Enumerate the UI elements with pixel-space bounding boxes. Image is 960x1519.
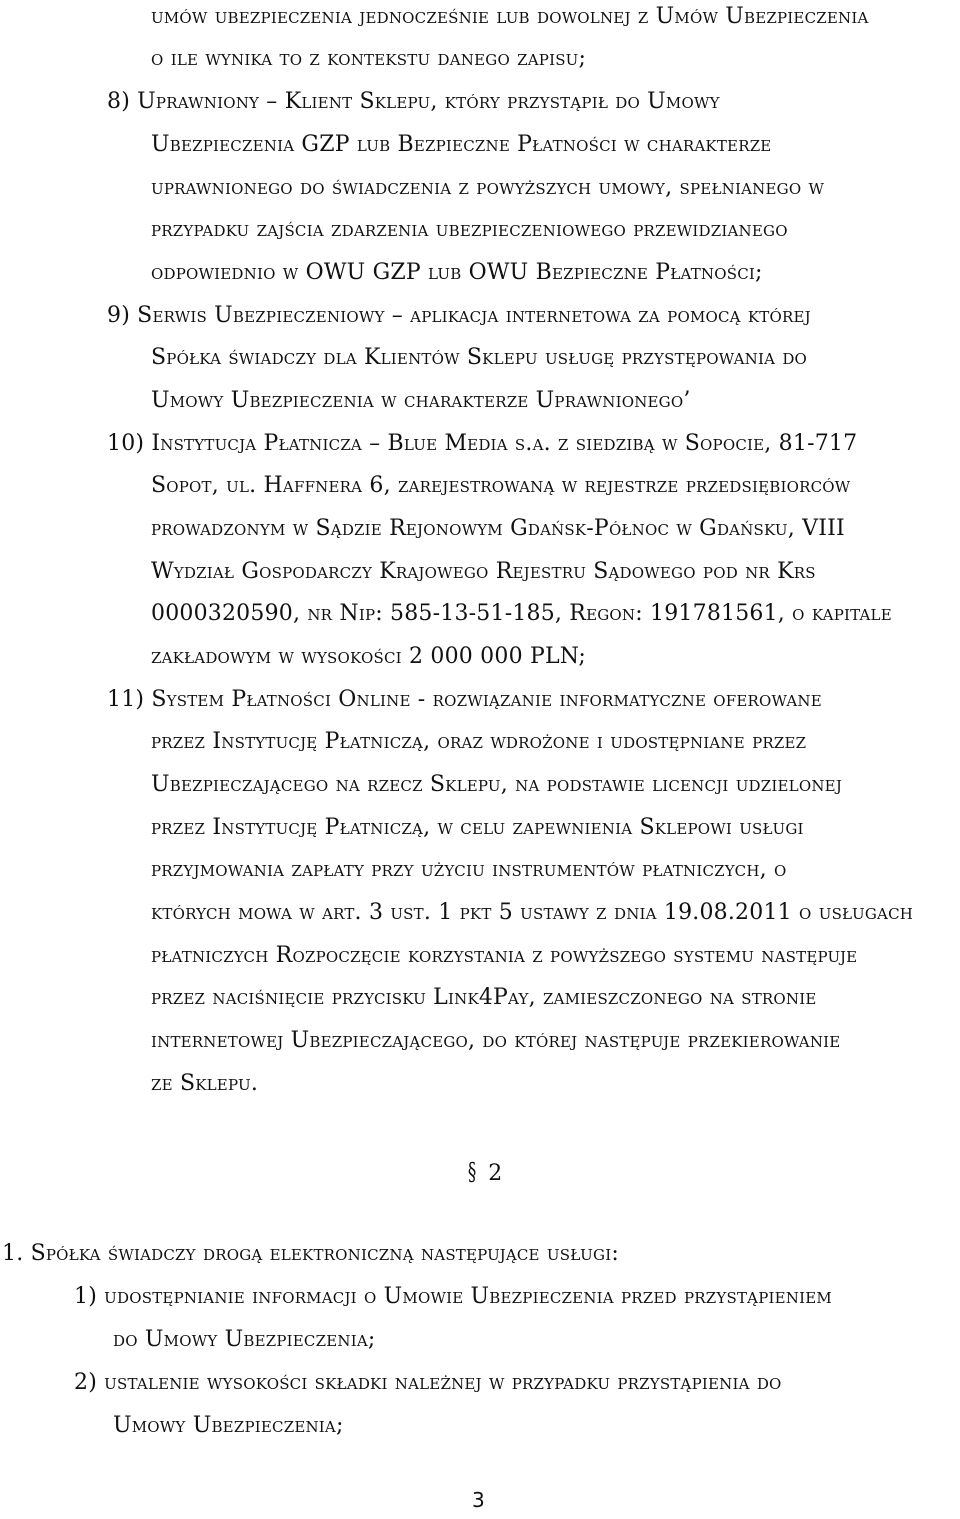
text-line: 1) udostępnianie informacji o Umowie Ubezpieczenia przed przystąpieniem: [74, 1284, 832, 1309]
text-line: przez Instytucję Płatniczą, w celu zapewnienia Sklepowi usługi: [151, 815, 804, 840]
text-line: o ile wynika to z kontekstu danego zapisu;: [151, 46, 587, 71]
page-number: 3: [472, 1488, 485, 1512]
text-line: Spółka świadczy dla Klientów Sklepu usługę przystępowania do: [151, 345, 808, 370]
text-line: Ubezpieczającego na rzecz Sklepu, na podstawie licencji udzielonej: [151, 772, 843, 797]
text-line: do Umowy Ubezpieczenia;: [113, 1327, 376, 1352]
text-line: zakładowym w wysokości 2 000 000 PLN;: [151, 644, 587, 669]
text-line: prowadzonym w Sądzie Rejonowym Gdańsk-Północ w Gdańsku, VIII: [151, 516, 845, 541]
text-line: 2) ustalenie wysokości składki należnej w przypadku przystąpienia do: [74, 1370, 782, 1395]
text-line: Ubezpieczenia GZP lub Bezpieczne Płatności w charakterze: [151, 132, 772, 157]
text-line: Sopot, ul. Haffnera 6, zarejestrowaną w rejestrze przedsiębiorców: [151, 473, 851, 498]
section-heading: [466, 1158, 502, 1186]
text-line: Umowy Ubezpieczenia;: [113, 1413, 344, 1438]
text-line: przyjmowania zapłaty przy użyciu instrumentów płatniczych, o: [151, 857, 787, 882]
text-line: umów ubezpieczenia jednocześnie lub dowolnej z Umów Ubezpieczenia: [151, 4, 869, 29]
text-line: przypadku zajścia zdarzenia ubezpieczeniowego przewidzianego: [151, 217, 788, 242]
text-line: uprawnionego do świadczenia z powyższych umowy, spełnianego w: [151, 175, 825, 200]
section-number: 2: [488, 1161, 503, 1186]
text-line: przez naciśnięcie przycisku Link4Pay, zamieszczonego na stronie: [151, 985, 817, 1010]
numbered-item: 1. Spółka świadczy drogą elektroniczną następujące usługi:: [2, 1241, 619, 1266]
text-line: których mowa w art. 3 ust. 1 pkt 5 ustawy z dnia 19.08.2011 o usługach: [151, 900, 914, 925]
text-line: płatniczych Rozpoczęcie korzystania z powyższego systemu następuje: [151, 943, 858, 968]
section-sign: §: [467, 1158, 477, 1186]
text-line: 11) System Płatności Online - rozwiązanie informatyczne oferowane: [107, 687, 822, 712]
text-line: Wydział Gospodarczy Krajowego Rejestru Sądowego pod nr Krs: [151, 559, 816, 584]
text-line: Umowy Ubezpieczenia w charakterze Uprawnionego’: [151, 388, 691, 413]
text-line: internetowej Ubezpieczającego, do której następuje przekierowanie: [151, 1028, 841, 1053]
text-line: 9) Serwis Ubezpieczeniowy – aplikacja internetowa za pomocą której: [107, 303, 811, 328]
text-line: 0000320590, nr Nip: 585-13-51-185, Regon: 191781561, o kapitale: [151, 601, 892, 626]
text-line: 10) Instytucja Płatnicza – Blue Media s.a. z siedzibą w Sopocie, 81-717: [107, 431, 858, 456]
text-line: odpowiednio w OWU GZP lub OWU Bezpieczne Płatności;: [151, 260, 763, 285]
text-line: 8) Uprawniony – Klient Sklepu, który przystąpił do Umowy: [107, 89, 720, 114]
text-line: ze Sklepu.: [151, 1071, 259, 1096]
text-line: przez Instytucję Płatniczą, oraz wdrożone i udostępniane przez: [151, 729, 807, 754]
